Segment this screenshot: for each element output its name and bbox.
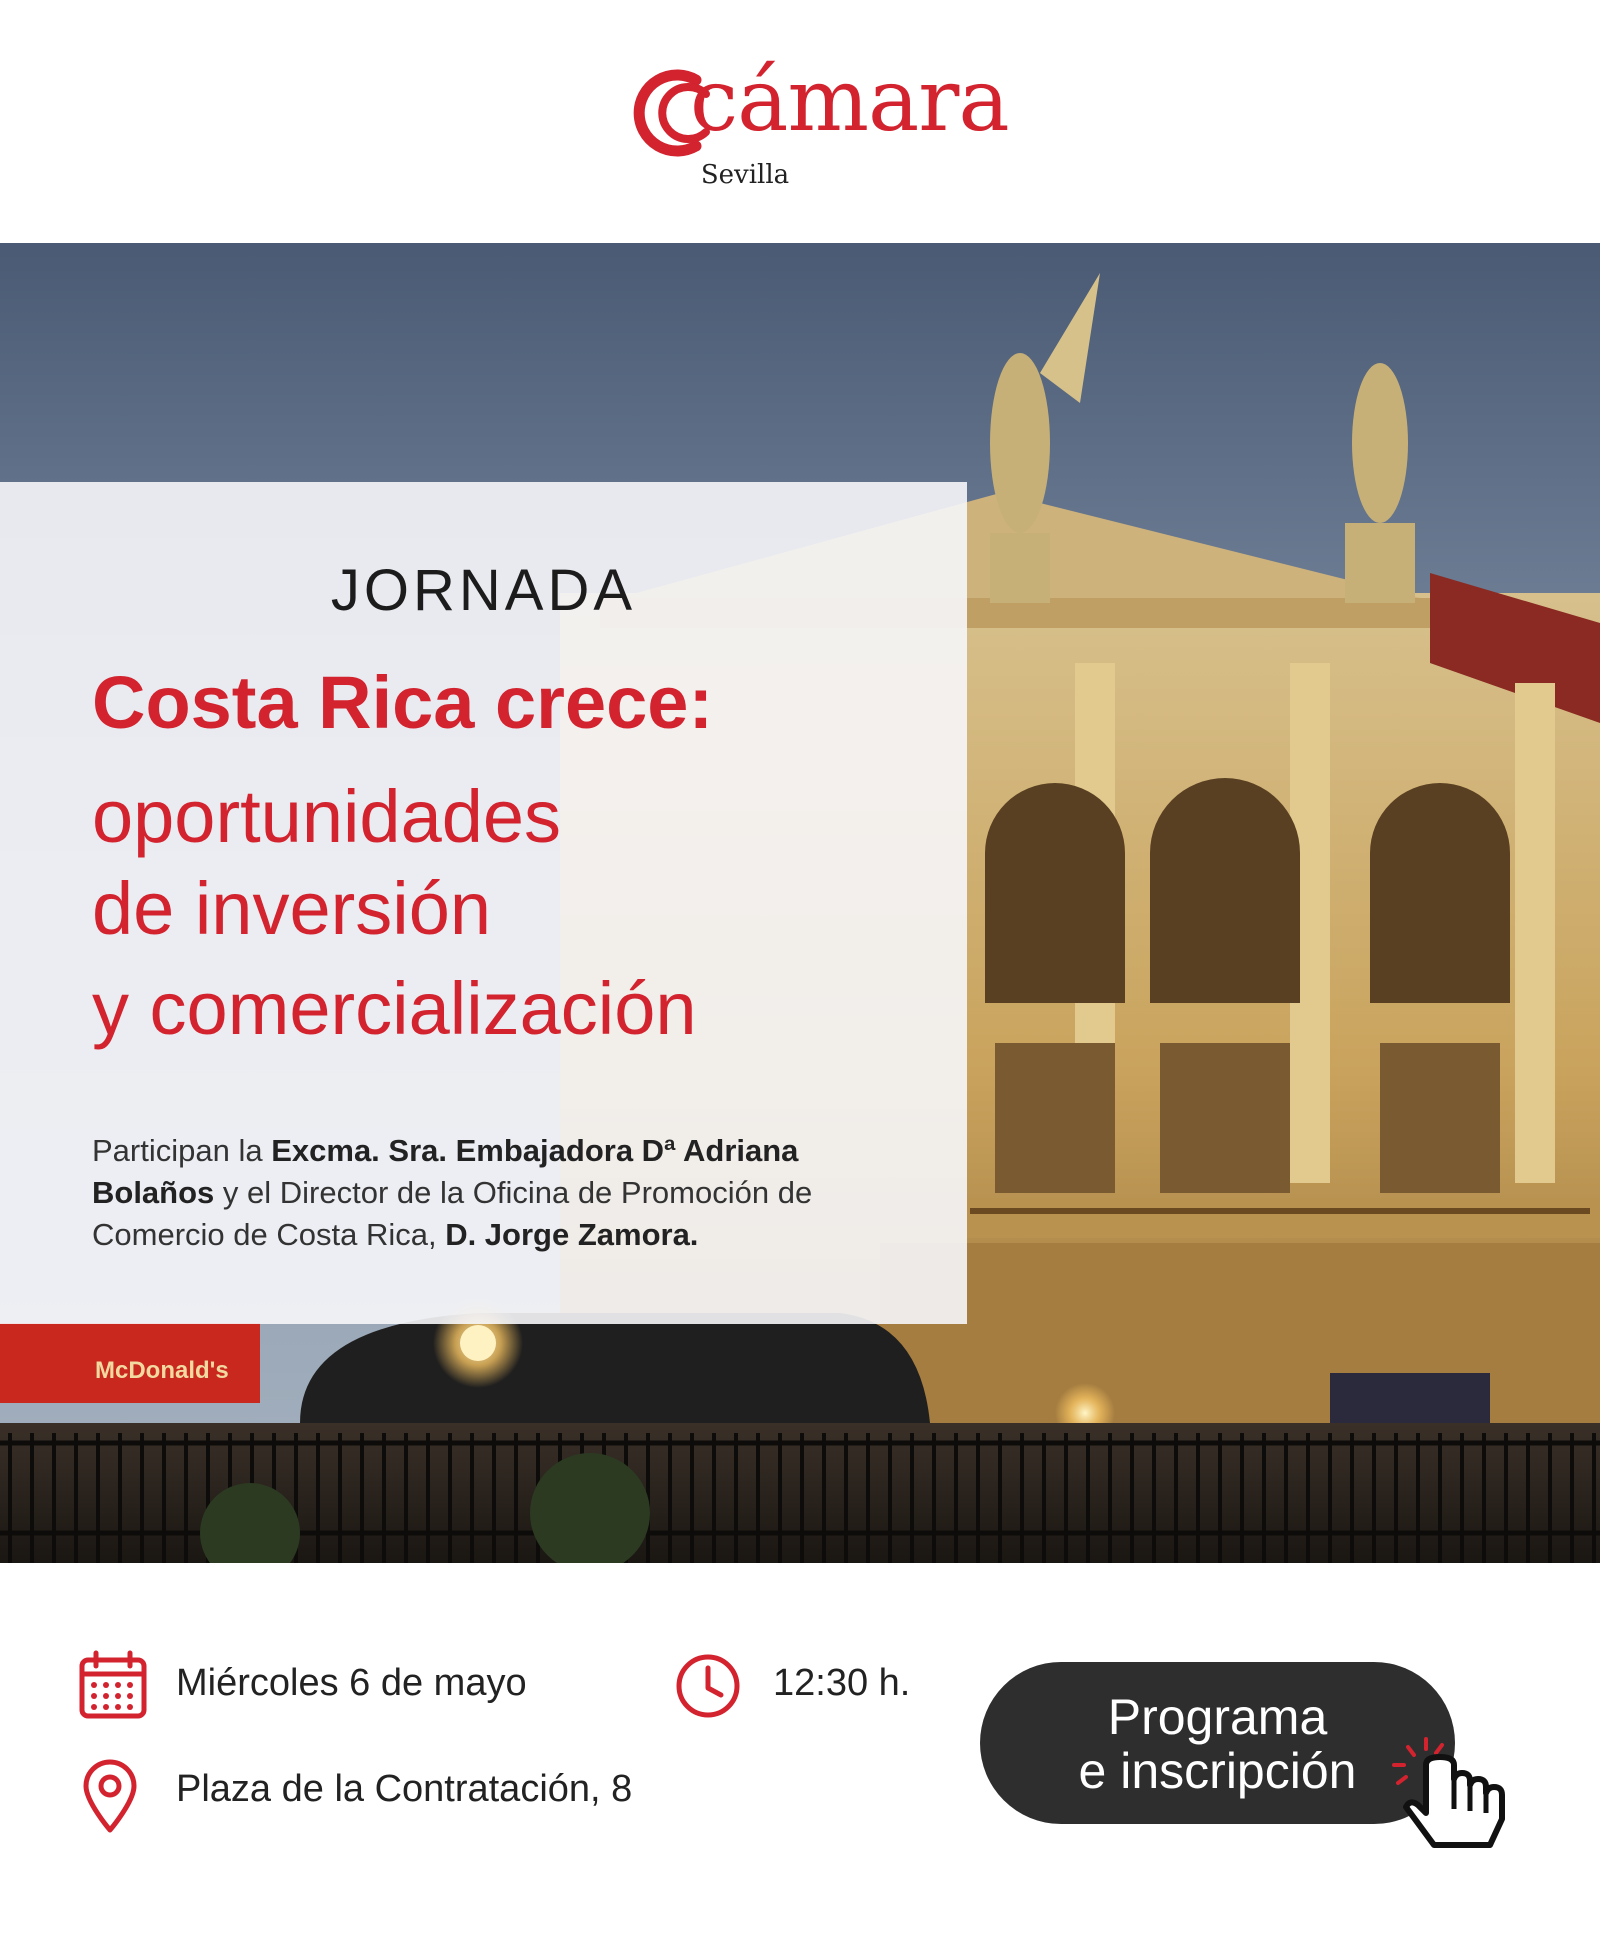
- brand-name: cámara: [690, 51, 1009, 151]
- mcdonalds-sign: McDonald's: [95, 1357, 229, 1384]
- event-title-line-3: y comercialización: [92, 967, 697, 1050]
- event-text-panel: [0, 482, 967, 1324]
- event-title-bold: Costa Rica crece:: [92, 661, 714, 744]
- calendar-icon: [78, 1650, 148, 1720]
- event-kicker: JORNADA: [330, 558, 637, 623]
- cta-line-1: Programa: [1107, 1689, 1328, 1745]
- clock-icon: [675, 1653, 741, 1719]
- hand-pointer-icon: [1390, 1735, 1530, 1855]
- brand-city: Sevilla: [700, 160, 790, 190]
- event-title-line-1: oportunidades: [92, 775, 562, 858]
- event-time: 12:30 h.: [773, 1662, 911, 1704]
- event-description: Participan la Excma. Sra. Embajadora Dª Adriana Bolaños y el Director de la Oficina de Promoción de Comercio de Costa Rica, D. Jorge Zamora.: [92, 1133, 813, 1252]
- program-registration-button[interactable]: [980, 1662, 1455, 1824]
- speaker-director: D. Jorge Zamora.: [445, 1217, 699, 1252]
- speaker-ambassador: Excma. Sra. Embajadora Dª Adriana Bolaños: [92, 1133, 799, 1210]
- event-location: Plaza de la Contratación, 8: [176, 1768, 633, 1810]
- event-date: Miércoles 6 de mayo: [176, 1662, 527, 1704]
- event-title-line-2: de inversión: [92, 867, 492, 950]
- map-pin-icon: [80, 1758, 140, 1834]
- cta-line-2: e inscripción: [1078, 1743, 1357, 1799]
- header-logo: [0, 0, 1600, 243]
